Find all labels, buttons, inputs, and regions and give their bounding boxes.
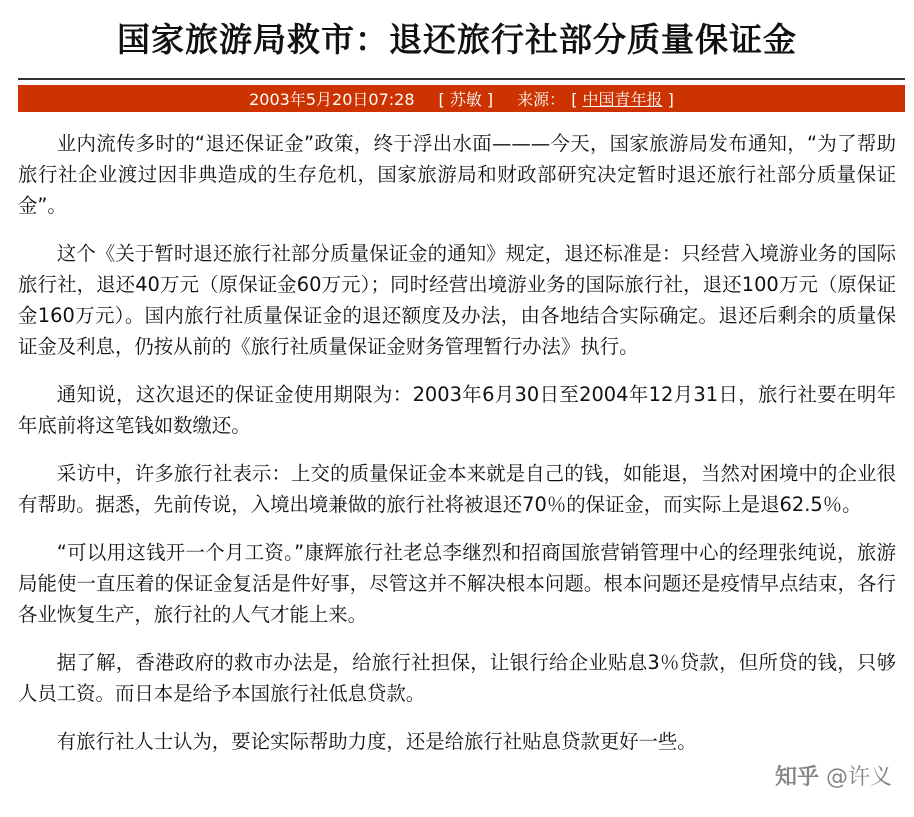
watermark-user: @许义 — [825, 765, 892, 790]
article-title: 国家旅游局救市：退还旅行社部分质量保证金 — [117, 20, 797, 59]
source-label: 来源： — [517, 90, 566, 109]
paragraph: 采访中，许多旅行社表示：上交的质量保证金本来就是自己的钱，如能退，当然对困境中的企业很有帮助。据悉，先前传说，入境出境兼做的旅行社将被退还70％的保证金，而实际上是退62.5％。 — [18, 462, 896, 516]
source-link[interactable]: 中国青年报 — [582, 90, 663, 109]
paragraph: 业内流传多时的“退还保证金”政策，终于浮出水面———今天，国家旅游局发布通知，“为了帮助旅行社企业渡过因非典造成的生存危机，国家旅游局和财政部研究决定暂时退还旅行社部分质量保证金”。 — [18, 132, 896, 217]
article-meta-bar — [18, 85, 905, 112]
paragraph: 有旅行社人士认为，要论实际帮助力度，还是给旅行社贴息贷款更好一些。 — [56, 730, 697, 753]
paragraph: 这个《关于暂时退还旅行社部分质量保证金的通知》规定，退还标准是：只经营入境游业务的国际旅行社，退还40万元（原保证金60万元）；同时经营出境游业务的国际旅行社，退还100万元（原保证金160万元）。国内旅行社质量保证金的退还额度及办法，由各地结合实际确定。退还后剩余的质量保证金及利息，仍按从前的《旅行社质量保证金财务管理暂行办法》执行。 — [18, 242, 896, 358]
publish-date: 2003年5月20日07:28 — [249, 90, 415, 109]
author-wrapper: [ 苏敏 ] — [438, 90, 494, 109]
paragraph: “可以用这钱开一个月工资。”康辉旅行社老总李继烈和招商国旅营销管理中心的经理张纯说，旅游局能使一直压着的保证金复活是件好事，尽管这并不解决根本问题。根本问题还是疫情早点结束，各行各业恢复生产，旅行社的人气才能上来。 — [18, 541, 896, 626]
paragraph: 通知说，这次退还的保证金使用期限为：2003年6月30日至2004年12月31日，旅行社要在明年年底前将这笔钱如数缴还。 — [18, 383, 896, 437]
title-divider — [18, 78, 905, 80]
article-body — [18, 128, 896, 774]
source-wrapper: [ 中国青年报 ] — [571, 90, 674, 109]
paragraph: 据了解，香港政府的救市办法是，给旅行社担保，让银行给企业贴息3％贷款，但所贷的钱，只够人员工资。而日本是给予本国旅行社低息贷款。 — [18, 651, 896, 705]
zhihu-brand: 知乎 — [774, 765, 819, 790]
author-link[interactable]: 苏敏 — [449, 90, 482, 109]
zhihu-watermark — [775, 760, 892, 791]
